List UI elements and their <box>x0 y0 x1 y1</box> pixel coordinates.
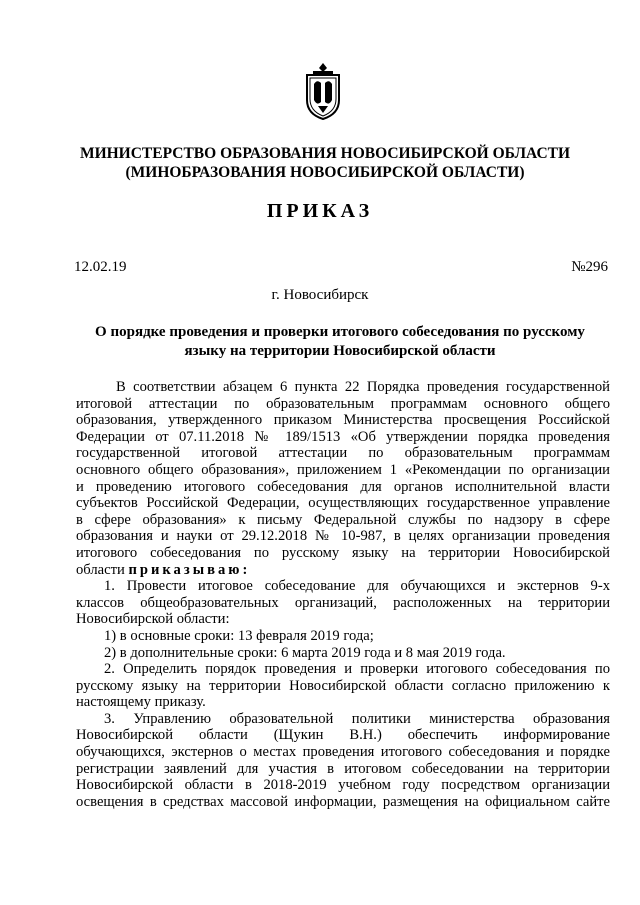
item-line: классов общеобразовательных организаций, расположенных на территории <box>76 594 610 611</box>
subject-line: О порядке проведения и проверки итогового собеседования по русскому <box>95 324 585 340</box>
body-line: основного общего образования», приложением 1 «Рекомендации по организации <box>76 461 610 478</box>
item-line: Новосибирской области в 2018-2019 учебном году посредством организации <box>76 777 610 794</box>
body-line: субъектов Российской Федерации, осуществляющих государственное управление <box>76 495 610 512</box>
ministry-name: МИНИСТЕРСТВО ОБРАЗОВАНИЯ НОВОСИБИРСКОЙ ОБЛАСТИ <box>79 145 571 162</box>
item-line: освещения в средствах массовой информации, размещения на официальном сайте <box>76 793 610 810</box>
subject-line: языку на территории Новосибирской области <box>184 343 496 359</box>
body-line: в сфере образования» к письму Федеральной службы по надзору в сфере <box>76 511 610 528</box>
body-line: и проведению итогового собеседования для органов исполнительной власти <box>76 478 610 495</box>
ministry-heading <box>60 144 590 182</box>
body-line: образования и науки от 29.12.2018 № 10-987, в целях организации проведения <box>76 528 610 545</box>
item-line: Новосибирской области (Щукин В.Н.) обеспечить информирование <box>76 727 610 744</box>
item-line: Новосибирской области: <box>76 611 230 628</box>
item-line: регистрации заявлений для участия в итоговом собеседовании на территории <box>76 760 610 777</box>
body-line-order-word <box>76 562 610 579</box>
body-line: Федерации от 07.11.2018 № 189/1513 «Об утверждении порядка проведения <box>76 428 610 445</box>
subitem-line: 1) в основные сроки: 13 февраля 2019 года; <box>104 627 374 644</box>
item-line: обучающихся, экстернов о местах проведения итогового собеседования и порядке <box>76 744 610 761</box>
preamble-tail: области <box>76 561 129 578</box>
body-line: В соответствии абзацем 6 пункта 22 Порядка проведения государственной <box>116 379 610 395</box>
item-line: 1. Провести итоговое собеседование для обучающихся и экстернов 9-х <box>104 578 610 595</box>
coat-of-arms-emblem <box>304 62 342 120</box>
order-word: приказываю <box>128 561 243 578</box>
subitem-line: 2) в дополнительные сроки: 6 марта 2019 года и 8 мая 2019 года. <box>104 644 506 661</box>
order-colon: : <box>242 561 251 578</box>
order-date: 12.02.19 <box>74 259 127 275</box>
body-line: государственной итоговой аттестации по образовательным программам <box>76 445 610 462</box>
item-line: настоящему приказу. <box>76 694 206 711</box>
order-subject <box>80 323 600 361</box>
order-city: г. Новосибирск <box>271 287 369 303</box>
item-line: 3. Управлению образовательной политики министерства образования <box>104 710 610 727</box>
body-line: образования, утвержденного приказом Министерства просвещения Российской <box>76 412 610 429</box>
body-line: итогового собеседования по русскому языку на территории Новосибирской <box>76 544 610 561</box>
item-line: 2. Определить порядок проведения и проверки итогового собеседования по <box>104 661 610 678</box>
body-line: итоговой аттестации по образовательным программам основного общего <box>76 395 610 412</box>
ministry-short-name: (МИНОБРАЗОВАНИЯ НОВОСИБИРСКОЙ ОБЛАСТИ) <box>125 164 525 181</box>
order-title: ПРИКАЗ <box>266 200 374 222</box>
order-number: №296 <box>571 259 608 275</box>
order-body <box>76 379 610 810</box>
item-line: русскому языку на территории Новосибирской области согласно приложению к <box>76 677 610 694</box>
